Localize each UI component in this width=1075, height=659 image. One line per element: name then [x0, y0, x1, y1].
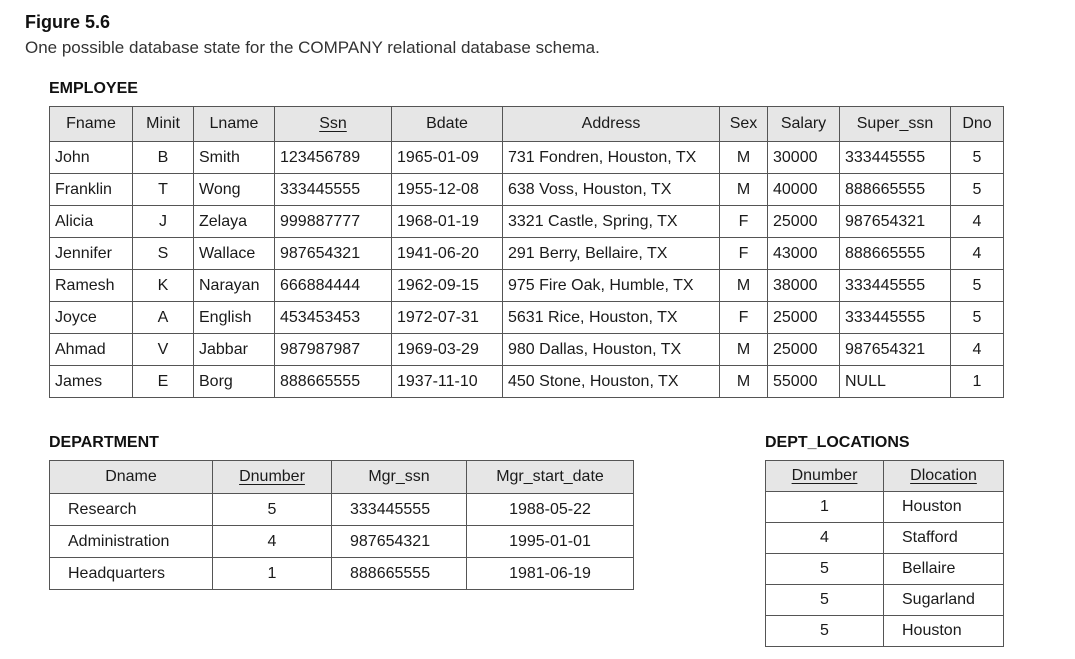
table-cell: 999887777 — [275, 206, 392, 238]
table-cell: 333445555 — [840, 270, 951, 302]
table-cell: 888665555 — [275, 366, 392, 398]
table-cell: 1 — [213, 558, 332, 590]
dept-locations-header-row — [766, 461, 1004, 492]
table-cell: 638 Voss, Houston, TX — [503, 174, 720, 206]
table-cell: K — [133, 270, 194, 302]
table-cell: Borg — [194, 366, 275, 398]
table-cell: 25000 — [768, 334, 840, 366]
table-cell: 5 — [951, 302, 1004, 334]
table-cell: 731 Fondren, Houston, TX — [503, 142, 720, 174]
table-cell: 291 Berry, Bellaire, TX — [503, 238, 720, 270]
col-header-address: Address — [503, 107, 720, 142]
col-header-dlocation: Dlocation — [884, 461, 1004, 492]
table-cell: Zelaya — [194, 206, 275, 238]
table-cell: Research — [50, 494, 213, 526]
table-cell: 4 — [213, 526, 332, 558]
table-cell: 453453453 — [275, 302, 392, 334]
department-title: DEPARTMENT — [49, 434, 159, 451]
table-row — [766, 554, 1004, 585]
table-cell: 5 — [213, 494, 332, 526]
col-header-mgr-start-date: Mgr_start_date — [467, 461, 634, 494]
table-cell: M — [720, 142, 768, 174]
table-cell: 4 — [766, 523, 884, 554]
table-cell: Alicia — [50, 206, 133, 238]
table-row — [50, 142, 1004, 174]
table-cell: Franklin — [50, 174, 133, 206]
col-header-dno: Dno — [951, 107, 1004, 142]
table-cell: 987654321 — [840, 334, 951, 366]
col-header-salary: Salary — [768, 107, 840, 142]
table-cell: 888665555 — [840, 238, 951, 270]
table-cell: NULL — [840, 366, 951, 398]
table-cell: 1969-03-29 — [392, 334, 503, 366]
table-cell: 25000 — [768, 206, 840, 238]
col-header-fname: Fname — [50, 107, 133, 142]
table-cell: M — [720, 174, 768, 206]
table-cell: 123456789 — [275, 142, 392, 174]
col-header-bdate: Bdate — [392, 107, 503, 142]
figure-label: Figure 5.6 — [25, 12, 111, 32]
table-cell: V — [133, 334, 194, 366]
table-cell: Bellaire — [884, 554, 1004, 585]
table-cell: 1937-11-10 — [392, 366, 503, 398]
table-row — [50, 174, 1004, 206]
col-header-mgr-ssn: Mgr_ssn — [332, 461, 467, 494]
department-table — [49, 460, 634, 590]
table-cell: 3321 Castle, Spring, TX — [503, 206, 720, 238]
table-cell: T — [133, 174, 194, 206]
dept-locations-table — [765, 460, 1004, 647]
table-row — [50, 334, 1004, 366]
table-cell: Houston — [884, 492, 1004, 523]
table-cell: 1981-06-19 — [467, 558, 634, 590]
table-row — [50, 494, 634, 526]
table-cell: J — [133, 206, 194, 238]
table-cell: 55000 — [768, 366, 840, 398]
employee-table — [49, 106, 1004, 398]
table-cell: 450 Stone, Houston, TX — [503, 366, 720, 398]
table-cell: E — [133, 366, 194, 398]
table-cell: 5 — [766, 585, 884, 616]
col-header-minit: Minit — [133, 107, 194, 142]
table-cell: Wong — [194, 174, 275, 206]
department-header-row — [50, 461, 634, 494]
table-cell: 333445555 — [840, 142, 951, 174]
table-row — [766, 616, 1004, 647]
table-cell: Sugarland — [884, 585, 1004, 616]
dept-locations-title: DEPT_LOCATIONS — [765, 434, 910, 451]
table-cell: F — [720, 302, 768, 334]
table-cell: Jabbar — [194, 334, 275, 366]
table-cell: 333445555 — [332, 494, 467, 526]
col-header-lname: Lname — [194, 107, 275, 142]
table-cell: 980 Dallas, Houston, TX — [503, 334, 720, 366]
table-cell: 1968-01-19 — [392, 206, 503, 238]
table-cell: 1 — [766, 492, 884, 523]
table-cell: Ramesh — [50, 270, 133, 302]
table-cell: 43000 — [768, 238, 840, 270]
table-cell: 5 — [951, 174, 1004, 206]
table-row — [766, 523, 1004, 554]
table-cell: 1962-09-15 — [392, 270, 503, 302]
col-header-loc-dnumber: Dnumber — [766, 461, 884, 492]
col-header-ssn: Ssn — [275, 107, 392, 142]
table-cell: 5 — [766, 616, 884, 647]
table-cell: 1988-05-22 — [467, 494, 634, 526]
table-cell: 38000 — [768, 270, 840, 302]
table-row — [50, 558, 634, 590]
table-cell: F — [720, 206, 768, 238]
table-cell: 987654321 — [275, 238, 392, 270]
table-cell: 888665555 — [840, 174, 951, 206]
table-cell: B — [133, 142, 194, 174]
table-cell: 5 — [951, 270, 1004, 302]
table-cell: Joyce — [50, 302, 133, 334]
col-header-sex: Sex — [720, 107, 768, 142]
table-row — [50, 238, 1004, 270]
table-cell: 1955-12-08 — [392, 174, 503, 206]
table-cell: 987654321 — [840, 206, 951, 238]
table-row — [50, 270, 1004, 302]
table-cell: Administration — [50, 526, 213, 558]
table-cell: 1995-01-01 — [467, 526, 634, 558]
table-cell: Narayan — [194, 270, 275, 302]
table-cell: 4 — [951, 206, 1004, 238]
table-cell: Wallace — [194, 238, 275, 270]
table-cell: James — [50, 366, 133, 398]
table-row — [766, 585, 1004, 616]
table-cell: 333445555 — [840, 302, 951, 334]
table-cell: A — [133, 302, 194, 334]
table-cell: 5631 Rice, Houston, TX — [503, 302, 720, 334]
table-cell: Stafford — [884, 523, 1004, 554]
table-cell: English — [194, 302, 275, 334]
employee-title: EMPLOYEE — [49, 80, 138, 97]
table-cell: F — [720, 238, 768, 270]
table-cell: John — [50, 142, 133, 174]
table-cell: 975 Fire Oak, Humble, TX — [503, 270, 720, 302]
table-cell: 1 — [951, 366, 1004, 398]
col-header-dnumber: Dnumber — [213, 461, 332, 494]
table-cell: 30000 — [768, 142, 840, 174]
table-row — [50, 526, 634, 558]
table-cell: M — [720, 270, 768, 302]
table-cell: 4 — [951, 334, 1004, 366]
table-cell: 888665555 — [332, 558, 467, 590]
table-cell: 987987987 — [275, 334, 392, 366]
table-cell: 1941-06-20 — [392, 238, 503, 270]
table-row — [50, 302, 1004, 334]
table-cell: 1965-01-09 — [392, 142, 503, 174]
employee-header-row — [50, 107, 1004, 142]
table-cell: Houston — [884, 616, 1004, 647]
table-cell: S — [133, 238, 194, 270]
table-cell: 987654321 — [332, 526, 467, 558]
col-header-dname: Dname — [50, 461, 213, 494]
col-header-super-ssn: Super_ssn — [840, 107, 951, 142]
table-cell: 25000 — [768, 302, 840, 334]
table-cell: Ahmad — [50, 334, 133, 366]
table-cell: Smith — [194, 142, 275, 174]
table-cell: 5 — [951, 142, 1004, 174]
table-row — [50, 206, 1004, 238]
table-cell: 1972-07-31 — [392, 302, 503, 334]
table-cell: 666884444 — [275, 270, 392, 302]
table-cell: Jennifer — [50, 238, 133, 270]
table-cell: M — [720, 366, 768, 398]
figure-caption: One possible database state for the COMPANY relational database schema. — [25, 38, 600, 57]
table-row — [50, 366, 1004, 398]
table-cell: 333445555 — [275, 174, 392, 206]
table-cell: M — [720, 334, 768, 366]
table-row — [766, 492, 1004, 523]
table-cell: 40000 — [768, 174, 840, 206]
table-cell: 5 — [766, 554, 884, 585]
table-cell: Headquarters — [50, 558, 213, 590]
table-cell: 4 — [951, 238, 1004, 270]
